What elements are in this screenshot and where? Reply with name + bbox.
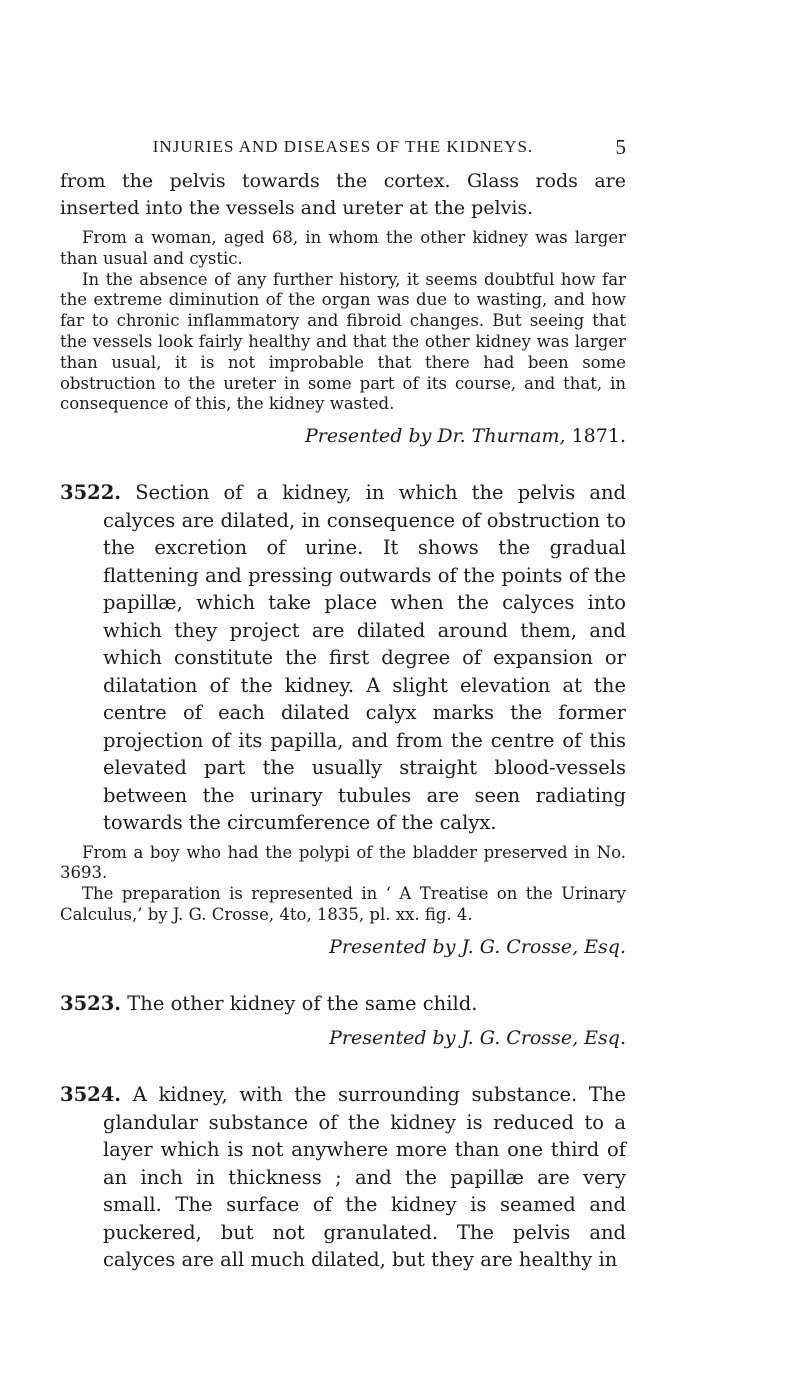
entry-number: 3524.	[60, 1083, 122, 1107]
entry-text: Section of a kidney, in which the pelvis and calyces are dilated, in consequence of obstruction to the excretion of urine. It shows the gradual flattening and pressing outwards of the points of the papillæ, which take place when the calyces into which they project are dilated around them, and which constitute the first degree of expansion or dilatation of the kidney. A slight elevation at the centre of each dilated calyx marks the former projection of its papilla, and from the centre of this elevated part the usually straight blood-vessels between the urinary tubules are seen radiating towards the circumference of the calyx.	[103, 481, 626, 835]
attribution-text: Presented by Dr. Thurnam,	[305, 425, 566, 448]
catalogue-entry-3523	[60, 990, 626, 1018]
specimen-note: From a woman, aged 68, in whom the other kidney was larger than usual and cystic.	[60, 228, 626, 268]
entry-number: 3523.	[60, 991, 122, 1015]
attribution	[60, 425, 626, 447]
entry-text: A kidney, with the surrounding substance. The glandular substance of the kidney is reduced to a layer which is not anywhere more than one third of an inch in thickness ; and the papillæ are very small. The surface of the kidney is seamed and puckered, but not granulated. The pelvis and calyces are all much dilated, but they are healthy in	[103, 1083, 626, 1272]
page-number: 5	[615, 135, 626, 159]
reference-note: The preparation is represented in ‘ A Treatise on the Urinary Calculus,’ by J. G. Crosse, 4to, 1835, pl. xx. fig. 4.	[60, 884, 626, 925]
attribution-text: Presented by J. G. Crosse, Esq.	[329, 1027, 626, 1050]
page-header	[60, 137, 626, 161]
catalogue-entry-3524	[60, 1081, 626, 1274]
entry-number: 3522.	[60, 481, 122, 505]
page-body	[60, 168, 626, 1274]
attribution-text: Presented by J. G. Crosse, Esq.	[329, 935, 626, 958]
attribution	[60, 936, 626, 958]
attribution-year: 1871.	[571, 425, 626, 448]
commentary-note: In the absence of any further history, it seems doubtful how far the extreme diminution of the organ was due to wasting, and how far to chronic inflammatory and fibroid changes. But seeing that the vessels look fairly healthy and that the other kidney was larger than usual, it is not improbable that there had been some obstruction to the ureter in some part of its course, and that, in consequence of this, the kidney wasted.	[60, 269, 626, 414]
running-head: INJURIES AND DISEASES OF THE KIDNEYS.	[152, 137, 534, 156]
catalogue-entry-3522	[60, 479, 626, 837]
specimen-note: From a boy who had the polypi of the bladder preserved in No. 3693.	[60, 842, 626, 883]
attribution	[60, 1027, 626, 1049]
continuation-paragraph: from the pelvis towards the cortex. Glass rods are inserted into the vessels and ureter at the pelvis.	[60, 170, 626, 219]
entry-text: The other kidney of the same child.	[127, 991, 478, 1015]
